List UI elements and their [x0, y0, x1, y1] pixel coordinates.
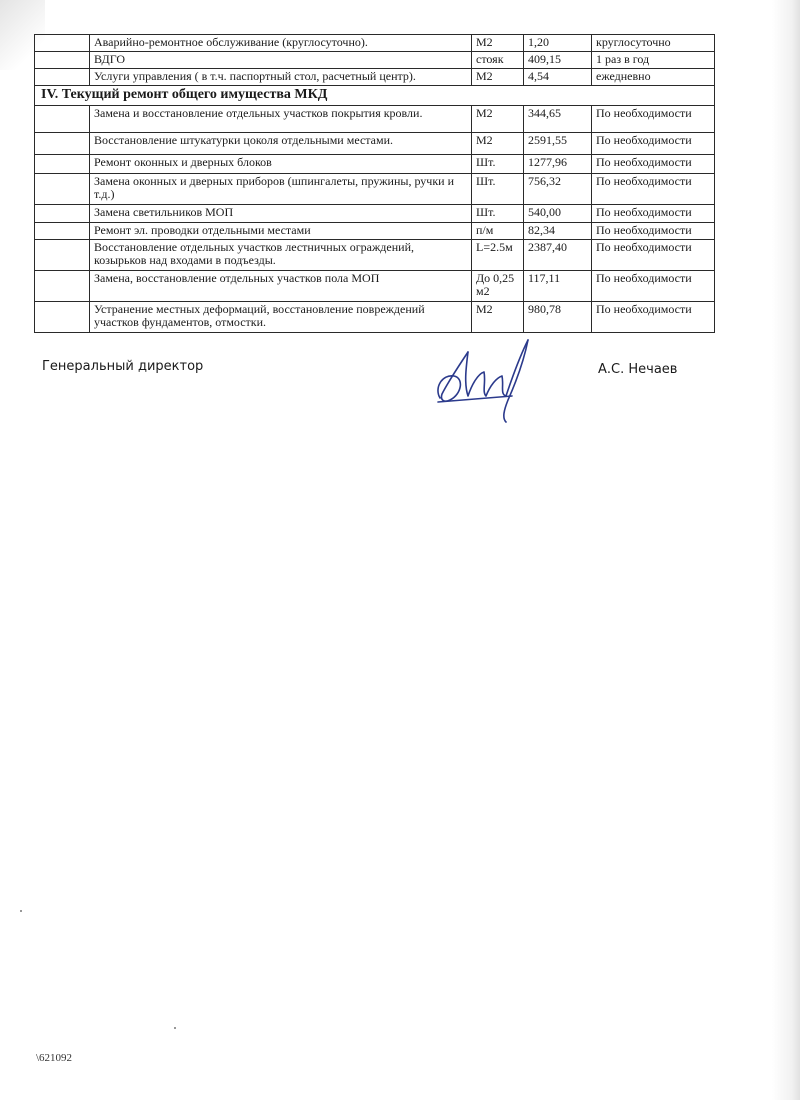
frequency-cell: По необходимости: [592, 223, 715, 240]
unit-cell: Шт.: [472, 205, 524, 223]
row-number-cell: [35, 223, 90, 240]
frequency-cell: По необходимости: [592, 155, 715, 174]
unit-cell: Шт.: [472, 155, 524, 174]
scan-shadow-edge: [772, 0, 800, 1100]
signer-title: Генеральный директор: [42, 359, 204, 374]
value-cell: 409,15: [524, 52, 592, 69]
row-number-cell: [35, 205, 90, 223]
table-row: [35, 35, 715, 52]
service-name: Ремонт эл. проводки отдельными местами: [90, 223, 472, 240]
unit-cell: М2: [472, 133, 524, 155]
service-name: Услуги управления ( в т.ч. паспортный стол, расчетный центр).: [90, 69, 472, 86]
table-row: [35, 223, 715, 240]
frequency-cell: По необходимости: [592, 302, 715, 333]
value-cell: 117,11: [524, 271, 592, 302]
unit-cell: М2: [472, 302, 524, 333]
value-cell: 756,32: [524, 174, 592, 205]
table-row: [35, 155, 715, 174]
row-number-cell: [35, 155, 90, 174]
service-name: Устранение местных деформаций, восстановление повреждений участков фундаментов, отмостки.: [90, 302, 472, 333]
service-name: Замена светильников МОП: [90, 205, 472, 223]
row-number-cell: [35, 69, 90, 86]
signer-name: А.С. Нечаев: [598, 362, 678, 377]
frequency-cell: 1 раз в год: [592, 52, 715, 69]
row-number-cell: [35, 174, 90, 205]
table-row: [35, 106, 715, 133]
unit-cell: стояк: [472, 52, 524, 69]
row-number-cell: [35, 52, 90, 69]
row-number-cell: [35, 302, 90, 333]
service-name: Ремонт оконных и дверных блоков: [90, 155, 472, 174]
unit-cell: М2: [472, 69, 524, 86]
frequency-cell: По необходимости: [592, 174, 715, 205]
table-row: [35, 271, 715, 302]
service-name: Восстановление штукатурки цоколя отдельными местами.: [90, 133, 472, 155]
table-row: [35, 240, 715, 271]
service-name: Восстановление отдельных участков лестничных ограждений, козырьков над входами в подъезды.: [90, 240, 472, 271]
value-cell: 540,00: [524, 205, 592, 223]
value-cell: 82,34: [524, 223, 592, 240]
document-number: \621092: [36, 1052, 73, 1064]
unit-cell: п/м: [472, 223, 524, 240]
unit-cell: М2: [472, 35, 524, 52]
scan-speck: [20, 910, 22, 912]
row-number-cell: [35, 240, 90, 271]
frequency-cell: ежедневно: [592, 69, 715, 86]
table-row: [35, 205, 715, 223]
unit-cell: Шт.: [472, 174, 524, 205]
table-row: [35, 174, 715, 205]
row-number-cell: [35, 106, 90, 133]
table-row: [35, 302, 715, 333]
unit-cell: L=2.5м: [472, 240, 524, 271]
service-name: Замена, восстановление отдельных участков пола МОП: [90, 271, 472, 302]
frequency-cell: По необходимости: [592, 240, 715, 271]
frequency-cell: По необходимости: [592, 133, 715, 155]
service-name: ВДГО: [90, 52, 472, 69]
section-title: IV. Текущий ремонт общего имущества МКД: [35, 86, 715, 106]
frequency-cell: круглосуточно: [592, 35, 715, 52]
unit-cell: До 0,25 м2: [472, 271, 524, 302]
frequency-cell: По необходимости: [592, 271, 715, 302]
value-cell: 1,20: [524, 35, 592, 52]
section-header-row: [35, 86, 715, 106]
value-cell: 2387,40: [524, 240, 592, 271]
table-row: [35, 52, 715, 69]
service-name: Замена и восстановление отдельных участков покрытия кровли.: [90, 106, 472, 133]
row-number-cell: [35, 35, 90, 52]
frequency-cell: По необходимости: [592, 106, 715, 133]
value-cell: 2591,55: [524, 133, 592, 155]
table-row: [35, 133, 715, 155]
service-name: Аварийно-ремонтное обслуживание (круглосуточно).: [90, 35, 472, 52]
services-table: [34, 34, 715, 333]
handwritten-signature: [430, 330, 540, 425]
row-number-cell: [35, 271, 90, 302]
value-cell: 980,78: [524, 302, 592, 333]
service-name: Замена оконных и дверных приборов (шпингалеты, пружины, ручки и т.д.): [90, 174, 472, 205]
value-cell: 1277,96: [524, 155, 592, 174]
scan-speck: [174, 1027, 176, 1029]
value-cell: 4,54: [524, 69, 592, 86]
frequency-cell: По необходимости: [592, 205, 715, 223]
value-cell: 344,65: [524, 106, 592, 133]
row-number-cell: [35, 133, 90, 155]
unit-cell: М2: [472, 106, 524, 133]
table-row: [35, 69, 715, 86]
